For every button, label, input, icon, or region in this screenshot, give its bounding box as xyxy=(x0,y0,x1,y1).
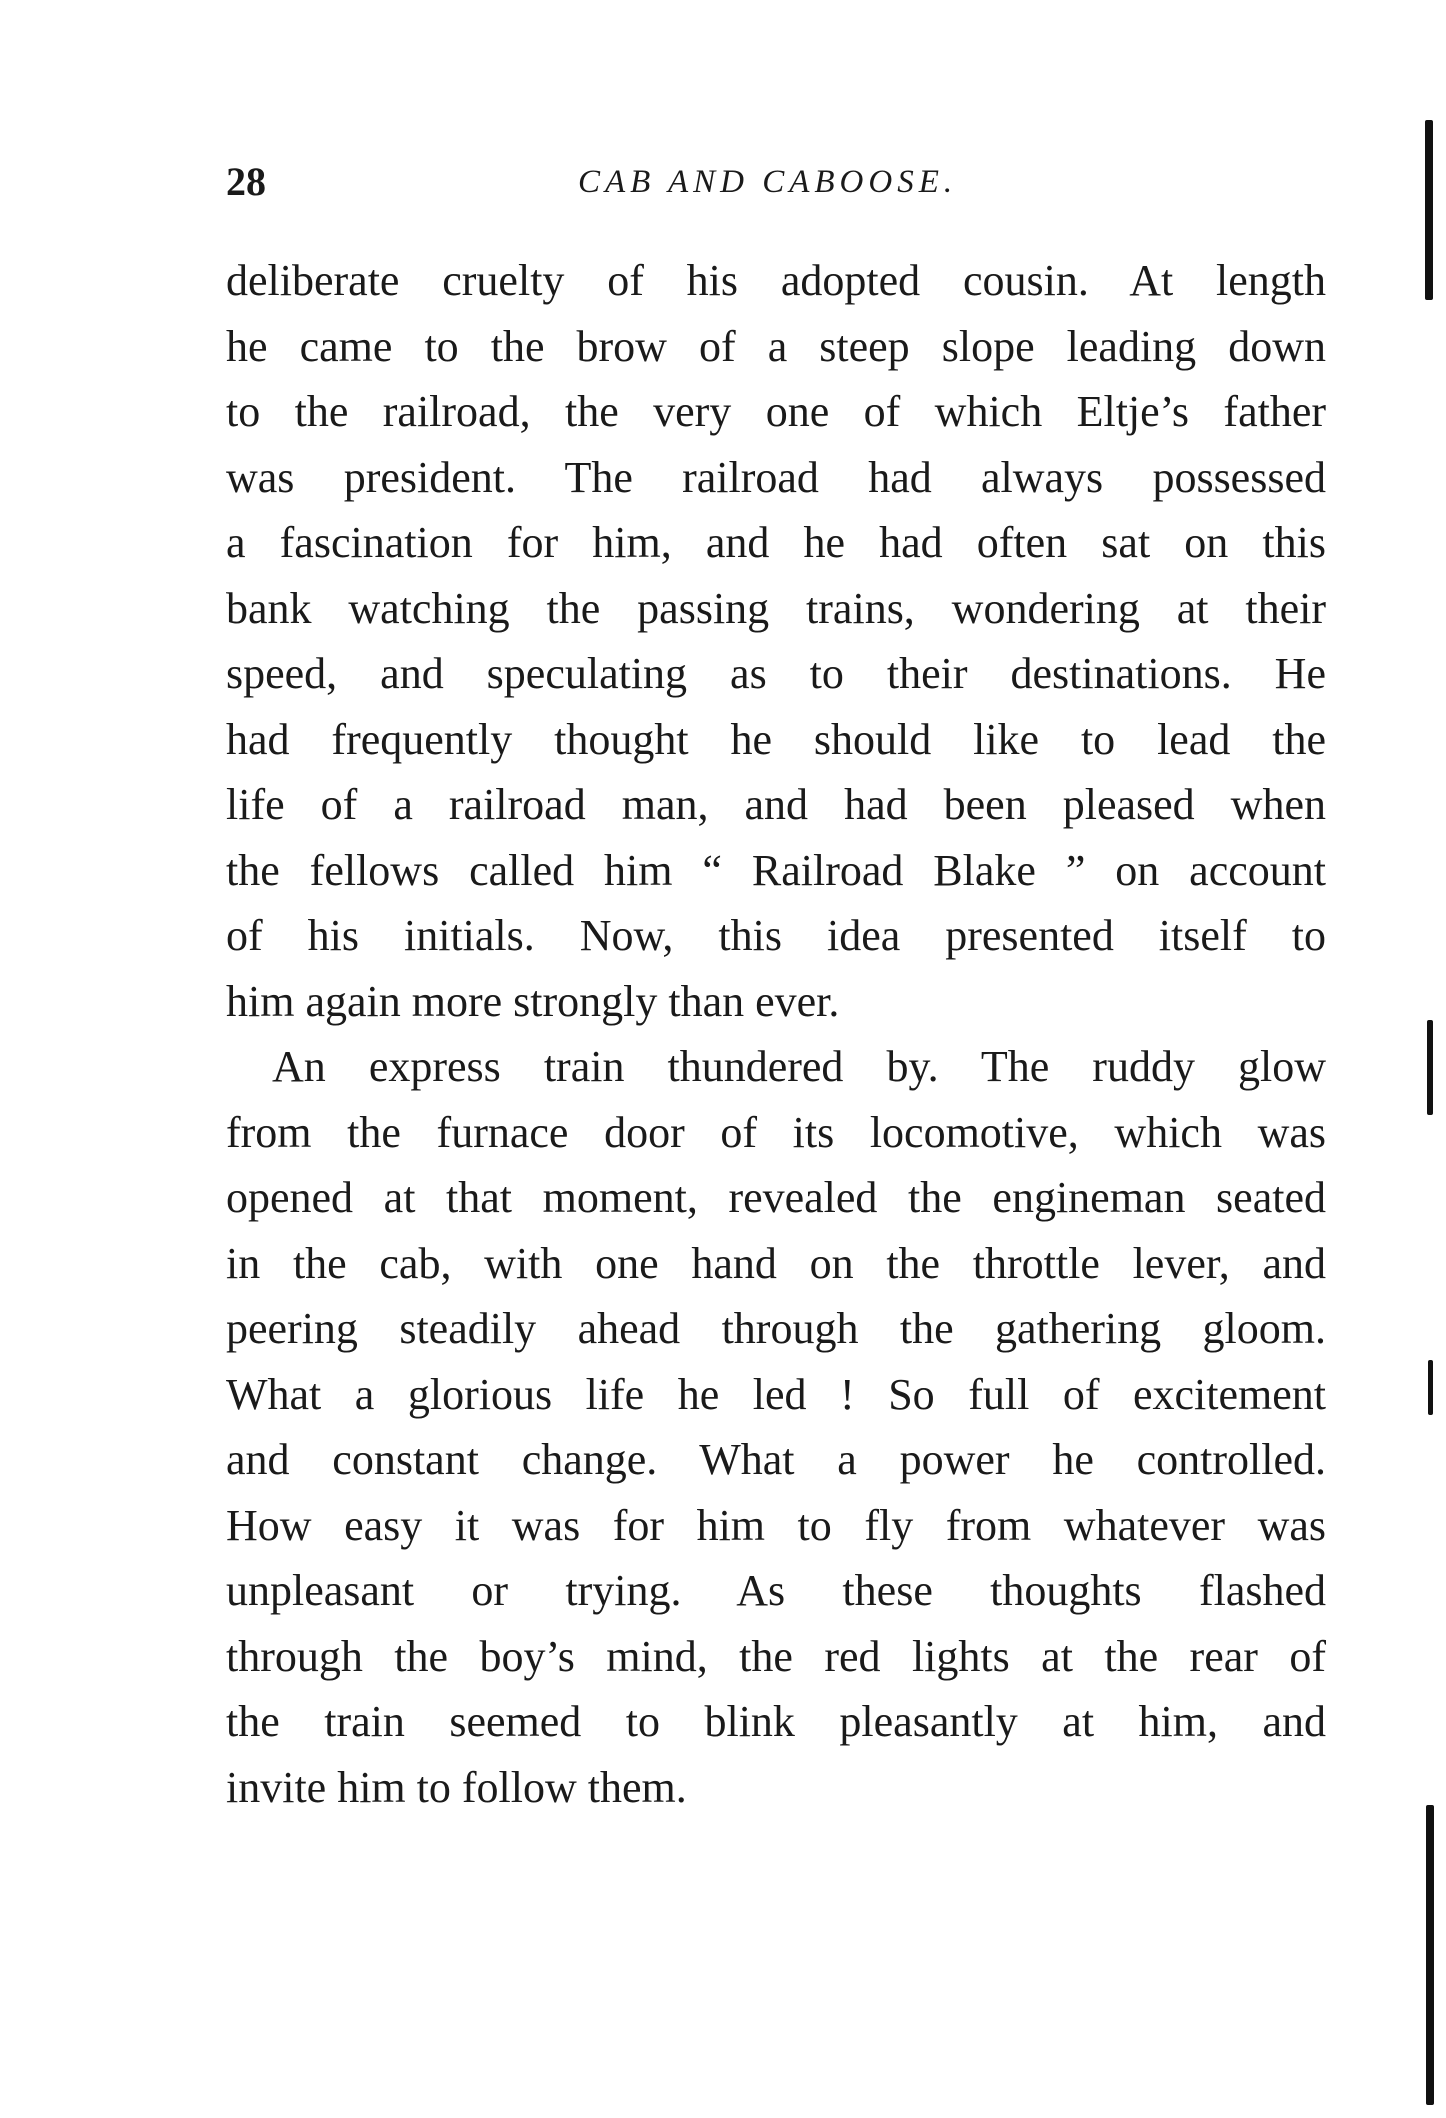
text-line: invite him to follow them. xyxy=(226,1762,687,1812)
scan-edge-mark xyxy=(1425,120,1433,300)
body-text xyxy=(226,248,1326,1820)
scan-edge-mark xyxy=(1427,1020,1433,1115)
scan-edge-mark xyxy=(1426,1805,1434,2105)
paragraph xyxy=(226,248,1326,1034)
text-line: and constant change. What a power he controlled. xyxy=(226,1435,1326,1484)
text-line: him again more strongly than ever. xyxy=(226,976,840,1026)
text-line: of his initials. Now, this idea presented itself to xyxy=(226,911,1326,960)
running-head xyxy=(226,158,1326,218)
text-line: the fellows called him “ Railroad Blake ” on account xyxy=(226,845,1326,895)
text-line: through the boy’s mind, the red lights at the rear of xyxy=(226,1631,1326,1681)
text-line: had frequently thought he should like to lead the xyxy=(226,714,1326,764)
text-line: life of a railroad man, and had been pleased when xyxy=(226,780,1326,829)
scan-edge-mark xyxy=(1428,1360,1433,1415)
text-line: the train seemed to blink pleasantly at him, and xyxy=(226,1697,1326,1746)
text-line: An express train thundered by. The ruddy glow xyxy=(272,1042,1326,1091)
text-line: bank watching the passing trains, wondering at their xyxy=(226,583,1326,633)
text-line: a fascination for him, and he had often sat on this xyxy=(226,518,1326,567)
page-number: 28 xyxy=(226,159,266,204)
text-line: speed, and speculating as to their destinations. He xyxy=(226,649,1326,698)
paragraph xyxy=(226,1034,1326,1820)
text-line: was president. The railroad had always possessed xyxy=(226,452,1326,502)
text-line: to the railroad, the very one of which Eltje’s father xyxy=(226,387,1326,436)
text-line: How easy it was for him to fly from whatever was xyxy=(226,1500,1326,1550)
text-line: deliberate cruelty of his adopted cousin. At length xyxy=(226,256,1326,305)
text-line: from the furnace door of its locomotive, which was xyxy=(226,1107,1326,1157)
text-line: he came to the brow of a steep slope leading down xyxy=(226,321,1326,371)
text-line: opened at that moment, revealed the engineman seated xyxy=(226,1173,1326,1222)
text-line: What a glorious life he led ! So full of excitement xyxy=(226,1369,1326,1419)
text-line: peering steadily ahead through the gathering gloom. xyxy=(226,1304,1326,1353)
book-title: CAB AND CABOOSE. xyxy=(578,164,958,200)
text-line: unpleasant or trying. As these thoughts flashed xyxy=(226,1566,1326,1615)
text-line: in the cab, with one hand on the throttle lever, and xyxy=(226,1238,1326,1288)
